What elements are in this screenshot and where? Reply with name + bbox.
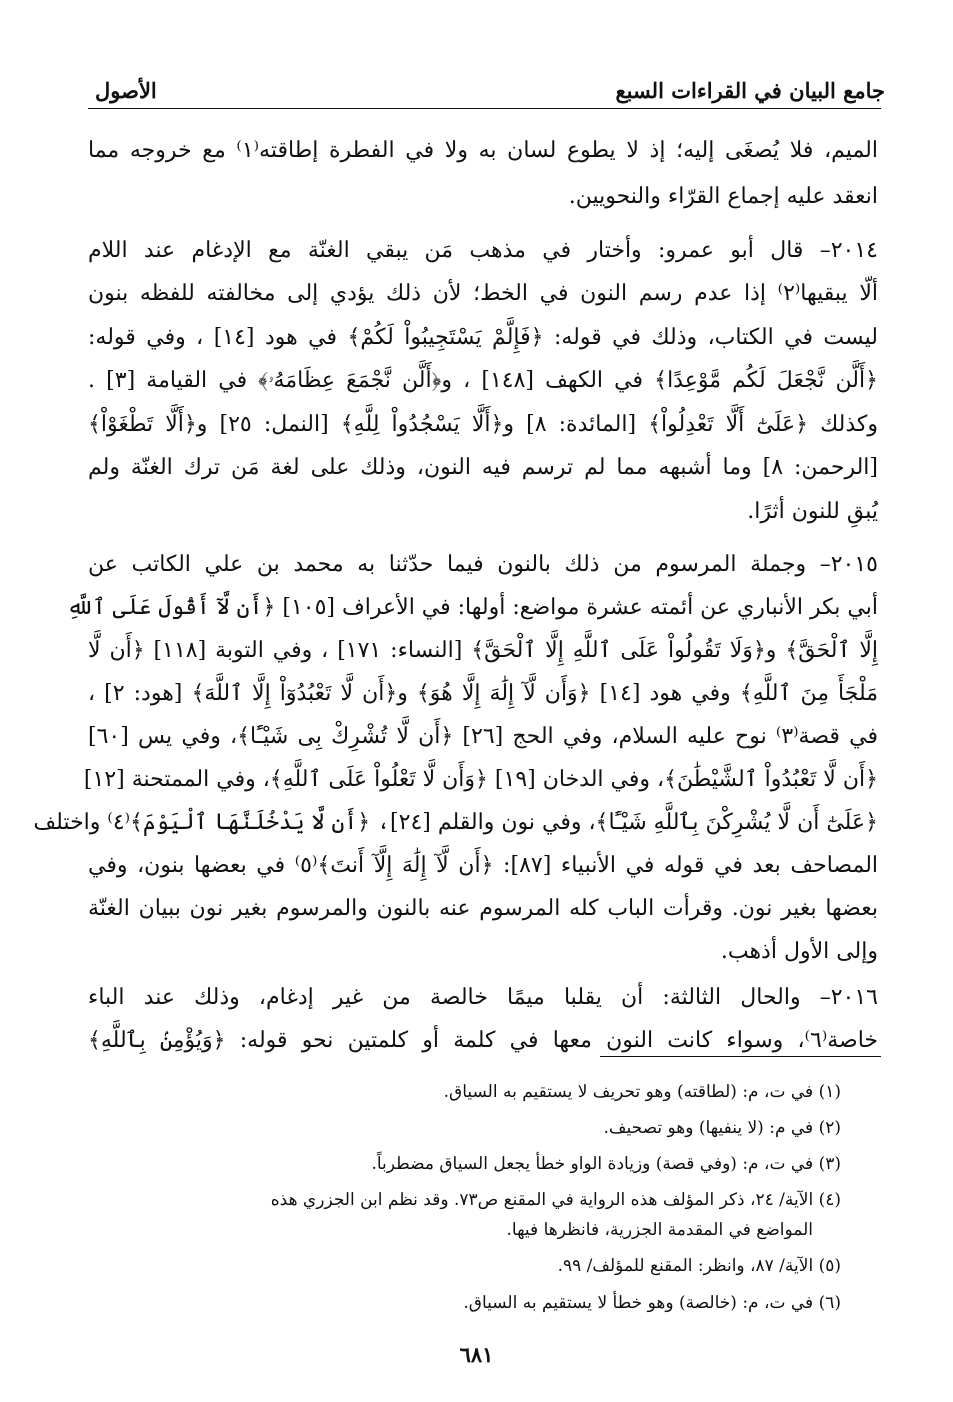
body-line: مَلْجَأَ مِنَ ٱللَّهِ﴾ وفي هود [١٤] ﴿وَأَن لَّآ إِلَٰهَ إِلَّا هُوَ﴾ و﴿أَن لَّا تَعْبُدُوٓاْ إِلَّا ٱللَّهَ﴾ [هود: ٢] ، xyxy=(88,681,879,706)
footnote-2: (٢) في م: (لا ينفيها) وهو تصحيف. xyxy=(603,1118,841,1138)
running-header xyxy=(95,78,885,112)
footnote-1: (١) في ت، م: (لطاقته) وهو تحريف لا يستقيم به السياق. xyxy=(443,1082,841,1102)
body-line: الميم، فلا يُصغَى إليه؛ إذ لا يطوع لسان به ولا في الفطرة إطاقته⁽١⁾ مع خروجه مما xyxy=(88,138,878,163)
body-line: ألّا يبقيها⁽٢⁾ إذا عدم رسم النون في الخط؛ لأن ذلك يؤدي إلى مخالفته للفظه بنون xyxy=(88,281,878,306)
section-title: الأصول xyxy=(95,78,157,103)
body-line: أبي بكر الأنباري عن أئمته عشرة مواضع: أولها: في الأعراف [١٠٥] ﴿أَن لَّآ أَقُولَ عَلَى ٱللَّهِ xyxy=(66,595,878,620)
body-line: في قصة⁽٣⁾ نوح عليه السلام، وفي الحج [٢٦] ﴿أَن لَّا تُشْرِكْ بِى شَيْـًٔا﴾، وفي يس [٦٠] xyxy=(88,724,878,749)
footnote-6: (٦) في ت، م: (خالصة) وهو خطأ لا يستقيم به السياق. xyxy=(463,1293,841,1313)
body-line: [الرحمن: ٨] وما أشبهه مما لم ترسم فيه النون، وذلك على لغة مَن ترك الغنّة ولم xyxy=(88,455,878,480)
footnote-4: (٤) الآية/ ٢٤، ذكر المؤلف هذه الرواية في المقنع ص٧٣. وقد نظم ابن الجزري هذه xyxy=(270,1190,841,1210)
body-line: وإلى الأول أذهب. xyxy=(720,939,878,964)
body-line: المصاحف بعد في قوله في الأنبياء [٨٧]: ﴿أَن لَّآ إِلَٰهَ إِلَّآ أَنتَ﴾⁽٥⁾ في بعضها بنون، وفي xyxy=(88,853,879,878)
footnote-divider xyxy=(600,1056,881,1057)
body-line: ﴿عَلَىٰٓ أَن لَّا يُشْرِكْنَ بِٱللَّهِ شَيْـًٔا﴾، وفي نون والقلم [٢٤]، ﴿أَن لَّا يَدْخُلَنَّهَا ٱلْيَوْمَ﴾⁽٤⁾ واختلف xyxy=(33,810,878,835)
body-line: بعضها بغير نون. وقرأت الباب كله المرسوم عنه بالنون والمرسوم بغير نون ببيان الغنّة xyxy=(88,896,878,921)
body-line: انعقد عليه إجماع القرّاء والنحويين. xyxy=(568,184,878,209)
body-line: إِلَّا ٱلْحَقَّ﴾ و﴿وَلَا تَقُولُواْ عَلَى ٱللَّهِ إِلَّا ٱلْحَقَّ﴾ [النساء: ١٧١] ، وفي التوبة [١١٨] ﴿أَن لَّا xyxy=(88,638,878,663)
footnote-3: (٣) في ت، م: (وفي قصة) وزيادة الواو خطأ يجعل السياق مضطرباً. xyxy=(371,1154,841,1174)
footnote-4-continuation: المواضع في المقدمة الجزرية، فانظرها فيها. xyxy=(506,1220,813,1240)
body-line: خاصة⁽٦⁾، وسواء كانت النون معها في كلمة أو كلمتين نحو قوله: ﴿وَيُؤْمِنۢ بِٱللَّهِ﴾ xyxy=(88,1028,878,1053)
body-line: ﴿أَلَّن نَّجْعَلَ لَكُم مَّوْعِدًا﴾ في الكهف [١٤٨] ، و﴿أَلَّن نَّجْمَعَ عِظَامَهُۥ﴾ في القيامة [٣] . xyxy=(88,368,878,393)
page-number: ٦٨١ xyxy=(459,1342,494,1367)
body-line: وكذلك ﴿عَلَىٰٓ أَلَّا تَعْدِلُواْ﴾ [المائدة: ٨] و﴿أَلَّا يَسْجُدُواْ لِلَّهِ﴾ [النمل: ٢٥] و﴿أَلَّا تَطْغَوْاْ﴾ xyxy=(88,412,878,437)
book-title: جامع البيان في القراءات السبع xyxy=(615,78,885,103)
body-line: ﴿أَن لَّا تَعْبُدُواْ ٱلشَّيْطَٰنَ﴾، وفي الدخان [١٩] ﴿وَأَن لَّا تَعْلُواْ عَلَى ٱللَّهِ﴾، وفي الممتحنة [١٢] xyxy=(83,767,878,792)
paragraph-2016-line: ٢٠١٦– والحال الثالثة: أن يقلبا ميمًا خالصة من غير إدغام، وذلك عند الباء xyxy=(88,985,878,1010)
paragraph-2014-line: ٢٠١٤– قال أبو عمرو: وأختار في مذهب مَن يبقي الغنّة مع الإدغام عند اللام xyxy=(88,238,878,263)
body-line: يُبقِ للنون أثرًا. xyxy=(747,499,878,524)
paragraph-2015-line: ٢٠١٥– وجملة المرسوم من ذلك بالنون فيما حدّثنا به محمد بن علي الكاتب عن xyxy=(88,552,878,577)
body-line: ليست في الكتاب، وذلك في قوله: ﴿فَإِلَّمْ يَسْتَجِيبُواْ لَكُمْ﴾ في هود [١٤] ، وفي قوله: xyxy=(88,325,878,350)
footnote-5: (٥) الآية/ ٨٧، وانظر: المقنع للمؤلف/ ٩٩. xyxy=(557,1256,841,1276)
header-divider xyxy=(88,108,881,109)
